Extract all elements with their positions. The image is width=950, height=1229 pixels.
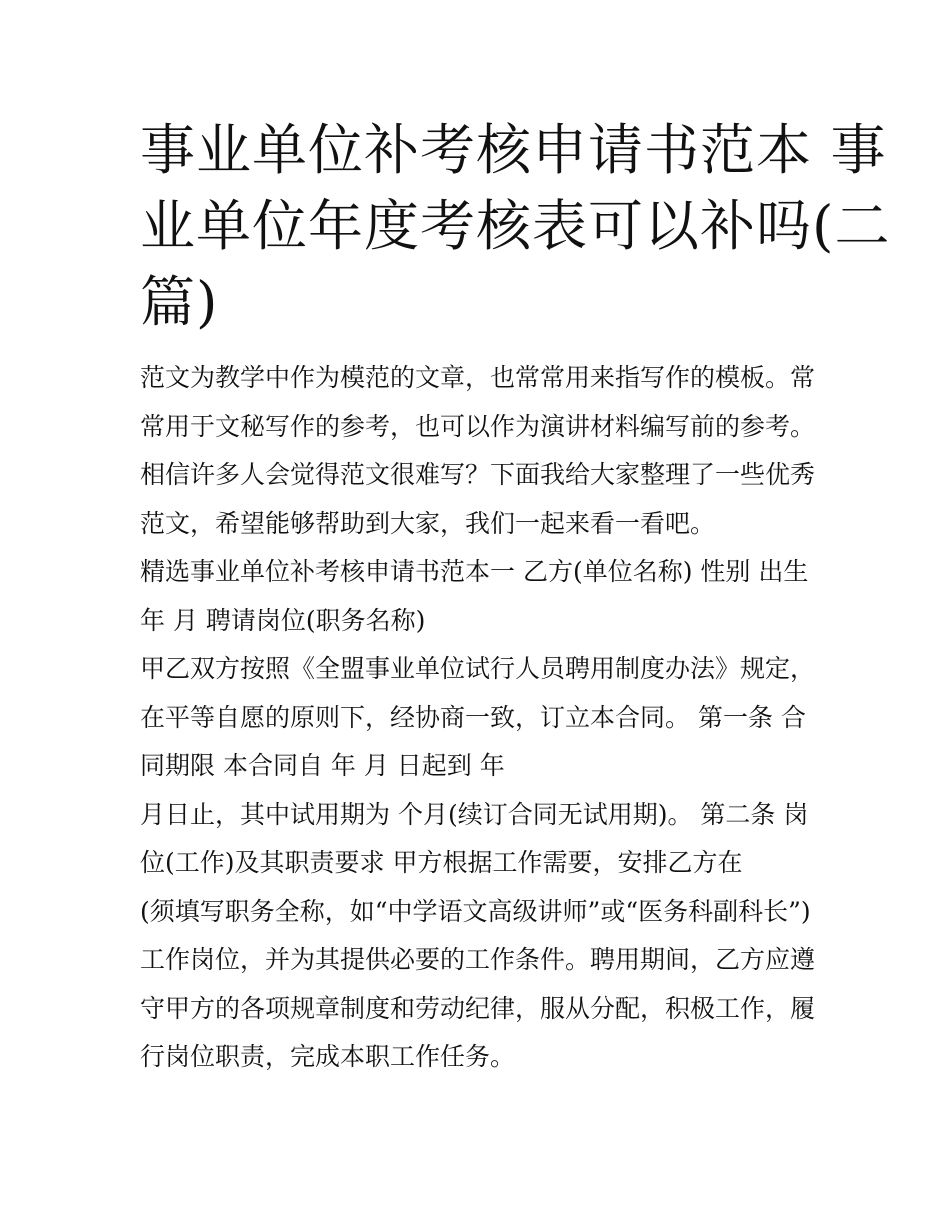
body-line: 年 月 聘请岗位(职务名称) bbox=[140, 605, 426, 635]
body-line: (须填写职务全称，如“中学语文高级讲师”或“医务科副科长”) bbox=[140, 896, 811, 926]
body-line: 月日止，其中试用期为 个月(续订合同无试用期)。 第二条 岗 bbox=[140, 799, 809, 829]
body-line: 工作岗位，并为其提供必要的工作条件。聘用期间，乙方应遵 bbox=[140, 945, 816, 974]
body-line: 范文为教学中作为模范的文章，也常常用来指写作的模板。常 bbox=[140, 363, 816, 392]
body-line: 位(工作)及其职责要求 甲方根据工作需要，安排乙方在 bbox=[140, 848, 743, 877]
title-line: 篇) bbox=[140, 270, 219, 334]
body-line: 守甲方的各项规章制度和劳动纪律，服从分配，积极工作，履 bbox=[140, 993, 816, 1023]
body-line: 相信许多人会觉得范文很难写？下面我给大家整理了一些优秀 bbox=[140, 460, 816, 489]
body-line: 甲乙双方按照《全盟事业单位试行人员聘用制度办法》规定， bbox=[140, 654, 816, 683]
body-line: 行岗位职责，完成本职工作任务。 bbox=[140, 1042, 516, 1071]
body-line: 常用于文秘写作的参考，也可以作为演讲材料编写前的参考。 bbox=[140, 411, 816, 441]
document-title bbox=[140, 112, 891, 340]
document-body bbox=[140, 354, 830, 1082]
body-line: 同期限 本合同自 年 月 日起到 年 bbox=[140, 751, 505, 780]
body-line: 范文，希望能够帮助到大家，我们一起来看一看吧。 bbox=[140, 508, 716, 538]
body-line: 精选事业单位补考核申请书范本一 乙方(单位名称) 性别 出生 bbox=[140, 557, 809, 586]
title-line: 事业单位补考核申请书范本 事 bbox=[140, 118, 887, 182]
body-line: 在平等自愿的原则下，经协商一致，订立本合同。 第一条 合 bbox=[140, 702, 806, 732]
title-line: 业单位年度考核表可以补吗(二 bbox=[140, 194, 891, 258]
